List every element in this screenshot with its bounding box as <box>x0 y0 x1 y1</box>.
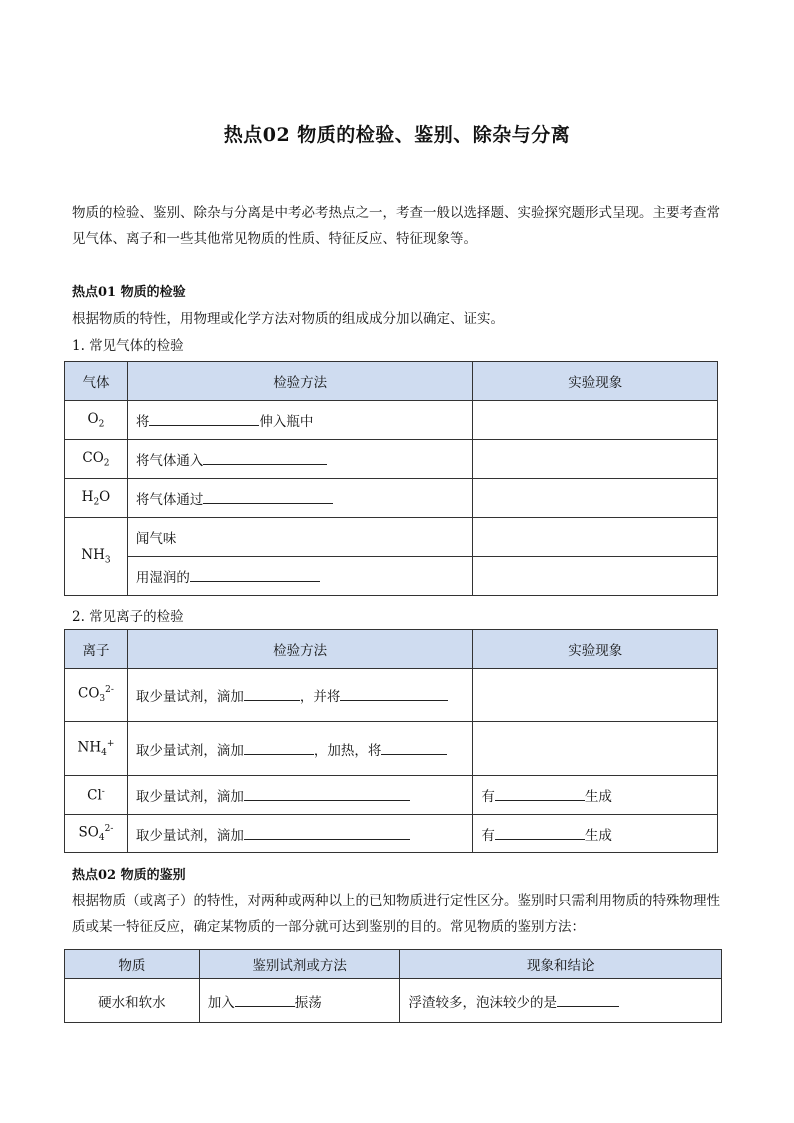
answer-blank[interactable] <box>190 567 320 582</box>
table-header-row <box>65 950 722 979</box>
answer-blank[interactable] <box>244 825 410 840</box>
answer-blank[interactable] <box>244 740 314 755</box>
header-cell: 鉴别试剂或方法 <box>199 950 400 979</box>
header-cell: 实验现象 <box>473 630 718 669</box>
phenomenon-cell[interactable] <box>473 557 718 596</box>
answer-blank[interactable] <box>557 992 619 1007</box>
answer-blank[interactable] <box>203 450 327 465</box>
ion-detection-table <box>64 629 718 853</box>
table-row <box>65 722 718 776</box>
substance-cell: 硬水和软水 <box>65 979 200 1023</box>
method-cell: 取少量试剂，滴加 <box>127 815 473 853</box>
answer-blank[interactable] <box>495 786 585 801</box>
gas-name-cell: $CO_2$ <box>65 440 128 479</box>
header-cell: 现象和结论 <box>400 950 722 979</box>
header-cell: 检验方法 <box>127 630 473 669</box>
ion-name-cell: $CO_3^{2-}$ <box>65 669 128 722</box>
header-cell: 实验现象 <box>473 362 718 401</box>
ion-name-cell: $NH_4^+$ <box>65 722 128 776</box>
section1-heading: 热点01 物质的检验 <box>72 285 186 300</box>
section1-description: 根据物质的特性，用物理或化学方法对物质的组成成分加以确定、证实。 <box>72 311 504 327</box>
intro-paragraph: 物质的检验、鉴别、除杂与分离是中考必考热点之一，考查一般以选择题、实验探究题形式呈现。主要考查常见气体、离子和一些其他常见物质的性质、特征反应、特征现象等。 <box>72 205 720 247</box>
phenomenon-cell[interactable] <box>473 669 718 722</box>
method-cell: 取少量试剂，滴加 <box>127 776 473 815</box>
method-cell: 取少量试剂，滴加 ，并将 <box>127 669 473 722</box>
answer-blank[interactable] <box>340 686 448 701</box>
phenomenon-cell: 有 生成 <box>473 776 718 815</box>
ion-subheading: 2. 常见离子的检验 <box>72 609 184 625</box>
table-row <box>65 815 718 853</box>
phenomenon-cell[interactable] <box>473 479 718 518</box>
gas-detection-table <box>64 361 718 596</box>
header-cell: 检验方法 <box>127 362 473 401</box>
gas-name-cell: $H_2O$ <box>65 479 128 518</box>
answer-blank[interactable] <box>244 786 410 801</box>
method-cell: 将 伸入瓶中 <box>127 401 473 440</box>
table-row <box>65 440 718 479</box>
answer-blank[interactable] <box>244 686 300 701</box>
identification-table <box>64 949 722 1023</box>
section2-description: 根据物质（或离子）的特性，对两种或两种以上的已知物质进行定性区分。鉴别时只需利用物质的特殊物理性质或某一特征反应，确定某物质的一部分就可达到鉴别的目的。常见物质的鉴别方法： <box>72 893 720 935</box>
answer-blank[interactable] <box>203 489 333 504</box>
phenomenon-cell: 有 生成 <box>473 815 718 853</box>
table-header-row <box>65 362 718 401</box>
table-row <box>65 979 722 1023</box>
table-header-row <box>65 630 718 669</box>
phenomenon-cell: 浮渣较多，泡沫较少的是 <box>400 979 722 1023</box>
table-row <box>65 479 718 518</box>
gas-subheading: 1. 常见气体的检验 <box>72 338 184 354</box>
answer-blank[interactable] <box>149 411 259 426</box>
table-row <box>65 776 718 815</box>
phenomenon-cell[interactable] <box>473 401 718 440</box>
answer-blank[interactable] <box>495 825 585 840</box>
phenomenon-cell[interactable] <box>473 440 718 479</box>
ion-name-cell: $SO_4^{2-}$ <box>65 815 128 853</box>
method-cell: 用湿润的 <box>127 557 473 596</box>
header-cell: 物质 <box>65 950 200 979</box>
table-row <box>65 557 718 596</box>
method-cell: 加入 振荡 <box>199 979 400 1023</box>
method-cell: 将气体通入 <box>127 440 473 479</box>
table-row <box>65 401 718 440</box>
method-cell: 取少量试剂，滴加 ，加热，将 <box>127 722 473 776</box>
ion-name-cell: Cl- <box>65 776 128 815</box>
answer-blank[interactable] <box>235 992 295 1007</box>
header-cell: 离子 <box>65 630 128 669</box>
header-cell: 气体 <box>65 362 128 401</box>
table-row <box>65 669 718 722</box>
page-title: 热点02 物质的检验、鉴别、除杂与分离 <box>223 124 571 146</box>
phenomenon-cell[interactable] <box>473 518 718 557</box>
answer-blank[interactable] <box>381 740 447 755</box>
table-row <box>65 518 718 557</box>
gas-name-cell: $NH_3$ <box>65 518 128 596</box>
method-cell: 将气体通过 <box>127 479 473 518</box>
section2-heading: 热点02 物质的鉴别 <box>72 868 186 883</box>
phenomenon-cell[interactable] <box>473 722 718 776</box>
method-cell: 闻气味 <box>127 518 473 557</box>
gas-name-cell: $O_2$ <box>65 401 128 440</box>
